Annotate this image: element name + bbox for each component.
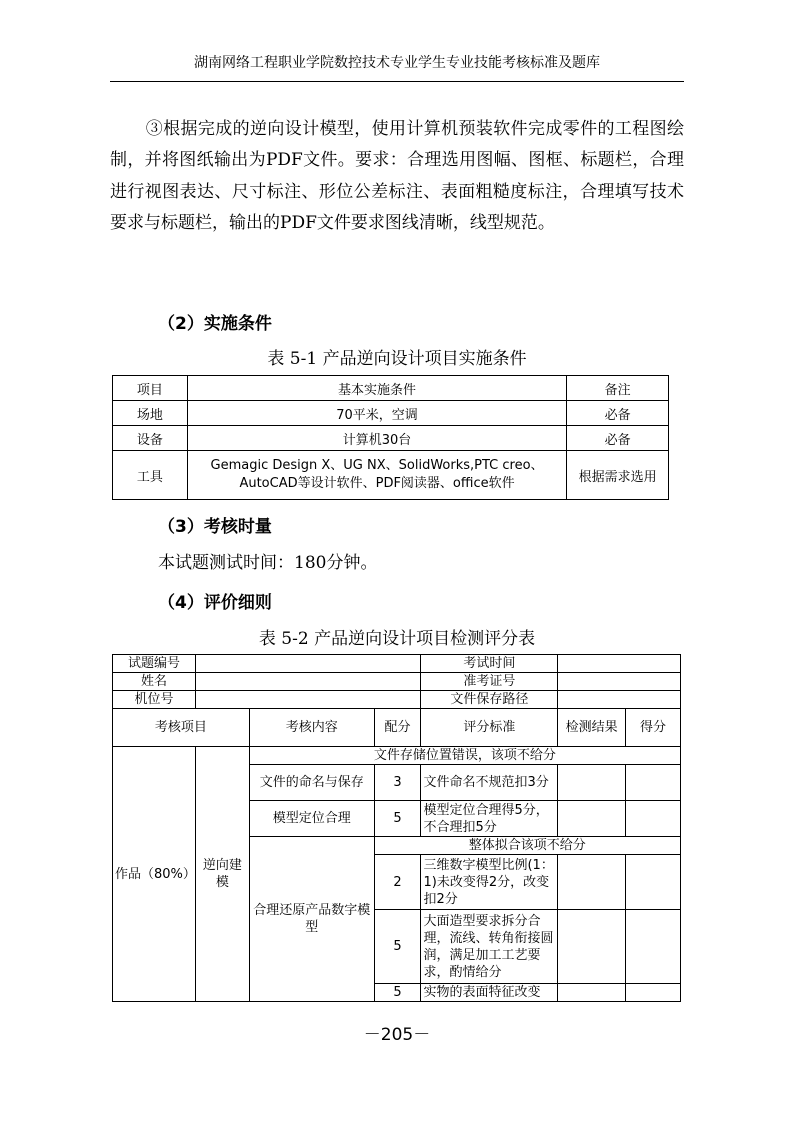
content-cell: 模型定位合理 <box>249 801 374 837</box>
table-row <box>113 401 669 426</box>
table-header-cell: 基本实施条件 <box>187 376 566 401</box>
table-cell: 场地 <box>113 401 188 426</box>
table-row <box>113 691 681 709</box>
column-header: 考核项目 <box>113 709 250 747</box>
info-value <box>558 655 681 673</box>
score-cell: 5 <box>374 910 421 984</box>
time-text: 本试题测试时间：180分钟。 <box>158 553 378 573</box>
info-value <box>558 691 681 709</box>
column-header: 考核内容 <box>249 709 374 747</box>
score-cell: 5 <box>374 801 421 837</box>
table-header-cell: 项目 <box>113 376 188 401</box>
result-cell <box>558 984 626 1002</box>
points-cell <box>626 984 681 1002</box>
info-label: 文件保存路径 <box>421 691 558 709</box>
note-cell: 整体拟合该项不给分 <box>374 837 680 855</box>
table-cell: 70平米，空调 <box>187 401 566 426</box>
standard-cell: 实物的表面特征改变 <box>421 984 558 1002</box>
points-cell <box>626 910 681 984</box>
result-cell <box>558 765 626 801</box>
intro-paragraph: ③根据完成的逆向设计模型，使用计算机预装软件完成零件的工程图绘制，并将图纸输出为PDF文件。要求：合理选用图幅、图框、标题栏，合理进行视图表达、尺寸标注、形位公差标注、表面粗糙度标注，合理填写技术要求与标题栏，输出的PDF文件要求图线清晰，线型规范。 <box>110 119 684 234</box>
table1-caption: 表 5-1 产品逆向设计项目实施条件 <box>267 349 527 369</box>
info-label: 姓名 <box>113 673 196 691</box>
content-cell: 合理还原产品数字模型 <box>249 837 374 1002</box>
scoring-table <box>112 654 681 1002</box>
info-label: 考试时间 <box>421 655 558 673</box>
table-cell: 必备 <box>567 401 669 426</box>
table-row <box>113 376 669 401</box>
table-row <box>113 655 681 673</box>
points-cell <box>626 801 681 837</box>
info-value <box>195 673 421 691</box>
result-cell <box>558 801 626 837</box>
section-heading-evaluation: （4）评价细则 <box>158 593 272 613</box>
column-header: 配分 <box>374 709 421 747</box>
section-heading-duration: （3）考核时量 <box>158 517 272 537</box>
table-cell: 根据需求选用 <box>567 451 669 500</box>
table-row <box>113 673 681 691</box>
table-cell: Gemagic Design X、UG NX、SolidWorks,PTC creo、AutoCAD等设计软件、PDF阅读器、office软件 <box>187 451 566 500</box>
info-label: 机位号 <box>113 691 196 709</box>
info-label: 准考证号 <box>421 673 558 691</box>
info-value <box>558 673 681 691</box>
result-cell <box>558 910 626 984</box>
column-header: 检测结果 <box>558 709 626 747</box>
running-header: 湖南网络工程职业学院数控技术专业学生专业技能考核标准及题库 <box>194 55 600 71</box>
category-cell: 作品（80%） <box>113 747 196 1002</box>
score-cell: 3 <box>374 765 421 801</box>
table-row <box>113 426 669 451</box>
column-header: 得分 <box>626 709 681 747</box>
table-cell: 工具 <box>113 451 188 500</box>
note-cell: 文件存储位置错误，该项不给分 <box>249 747 680 765</box>
content-cell: 文件的命名与保存 <box>249 765 374 801</box>
points-cell <box>626 765 681 801</box>
table-cell: 设备 <box>113 426 188 451</box>
score-cell: 2 <box>374 855 421 910</box>
standard-cell: 三维数字模型比例(1：1)未改变得2分，改变扣2分 <box>421 855 558 910</box>
subcategory-cell: 逆向建模 <box>195 747 249 1002</box>
table-cell: 必备 <box>567 426 669 451</box>
table-row <box>113 451 669 500</box>
info-value <box>195 691 421 709</box>
table-row <box>113 709 681 747</box>
conditions-table <box>112 375 669 500</box>
table-cell: 计算机30台 <box>187 426 566 451</box>
section-heading-conditions: （2）实施条件 <box>158 314 272 334</box>
header-rule <box>110 81 684 82</box>
info-value <box>195 655 421 673</box>
table-header-cell: 备注 <box>567 376 669 401</box>
column-header: 评分标准 <box>421 709 558 747</box>
standard-cell: 文件命名不规范扣3分 <box>421 765 558 801</box>
table2-caption: 表 5-2 产品逆向设计项目检测评分表 <box>258 629 536 649</box>
page-number: －205－ <box>363 1025 431 1045</box>
score-cell: 5 <box>374 984 421 1002</box>
standard-cell: 模型定位合理得5分，不合理扣5分 <box>421 801 558 837</box>
standard-cell: 大面造型要求拆分合理，流线、转角衔接圆润，满足加工工艺要求，酌情给分 <box>421 910 558 984</box>
info-label: 试题编号 <box>113 655 196 673</box>
result-cell <box>558 855 626 910</box>
table-row <box>113 747 681 765</box>
points-cell <box>626 855 681 910</box>
